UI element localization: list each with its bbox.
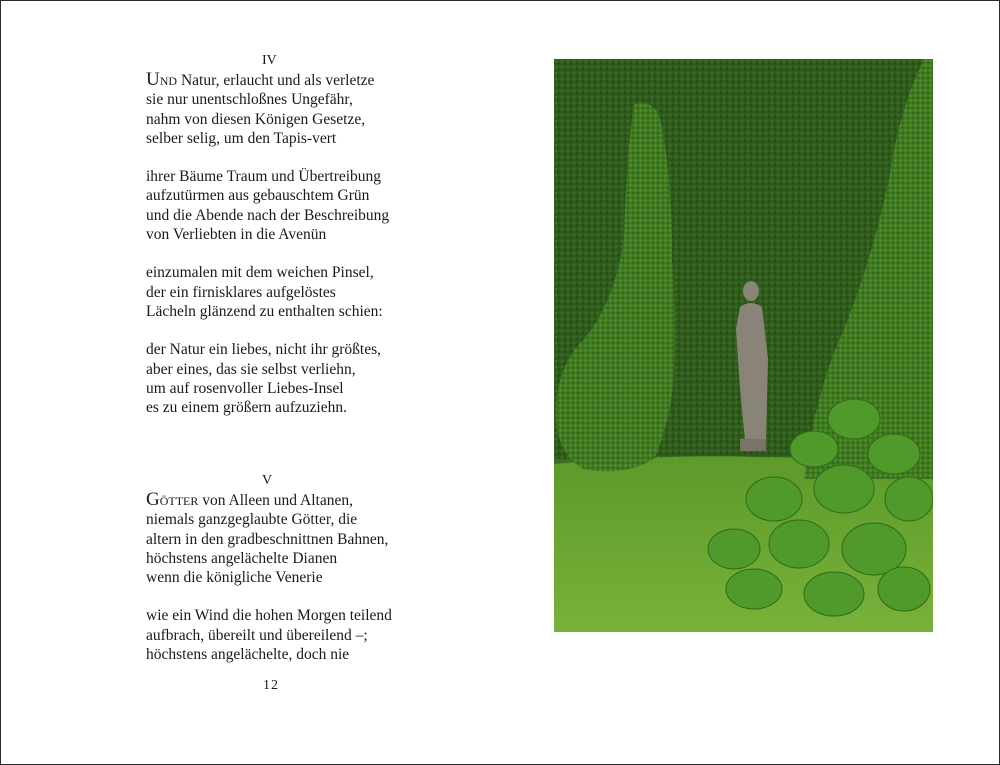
stanza	[146, 606, 446, 664]
poem-section-v	[146, 471, 446, 683]
section-numeral: V	[262, 473, 273, 488]
poem-line: altern in den gradbeschnittnen Bahnen,	[146, 530, 389, 548]
stanza	[146, 167, 446, 244]
section-numeral: IV	[262, 53, 277, 68]
poem-line: aufbrach, übereilt und übereilend –;	[146, 626, 368, 644]
poem-line: um auf rosenvoller Liebes-Insel	[146, 379, 344, 397]
poem-line: nahm von diesen Königen Gesetze,	[146, 110, 366, 128]
poem-line: aufzutürmen aus gebauschtem Grün	[146, 187, 370, 205]
page-number: 12	[263, 678, 279, 693]
poem-line: selber selig, um den Tapis-vert	[146, 129, 337, 147]
stanza	[146, 490, 446, 587]
stanza	[146, 340, 446, 417]
poem-line: von Verliebten in die Avenün	[146, 226, 327, 244]
garden-photo	[554, 59, 933, 632]
poem-line: und die Abende nach der Beschreibung	[146, 206, 390, 224]
poem-line: einzumalen mit dem weichen Pinsel,	[146, 264, 374, 282]
poem-line: ihrer Bäume Traum und Übertreibung	[146, 168, 382, 186]
poem-line: der ein firnisklares aufgelöstes	[146, 283, 336, 301]
poem-line: höchstens angelächelte Dianen	[146, 549, 338, 567]
poem-line: Lächeln glänzend zu enthalten schien:	[146, 302, 383, 320]
poem-line: höchstens angelächelte, doch nie	[146, 646, 350, 664]
poem-line: aber eines, das sie selbst verliehn,	[146, 360, 356, 378]
poem-section-iv	[146, 51, 446, 436]
poem-line: Götter von Alleen und Altanen,	[146, 489, 353, 510]
stanza	[146, 70, 446, 148]
poem-stanzas	[146, 70, 446, 417]
poem-line: wie ein Wind die hohen Morgen teilend	[146, 607, 392, 625]
poem-line: niemals ganzgeglaubte Götter, die	[146, 511, 358, 529]
poem-line: sie nur unentschloßnes Ungefähr,	[146, 91, 353, 109]
poem-line: Und Natur, erlaucht und als verletze	[146, 69, 375, 90]
poem-line: der Natur ein liebes, nicht ihr größtes,	[146, 341, 382, 359]
stanza	[146, 263, 446, 321]
poem-line: wenn die königliche Venerie	[146, 569, 323, 587]
poem-stanzas	[146, 490, 446, 664]
poem-line: es zu einem größern aufzuziehn.	[146, 399, 347, 417]
